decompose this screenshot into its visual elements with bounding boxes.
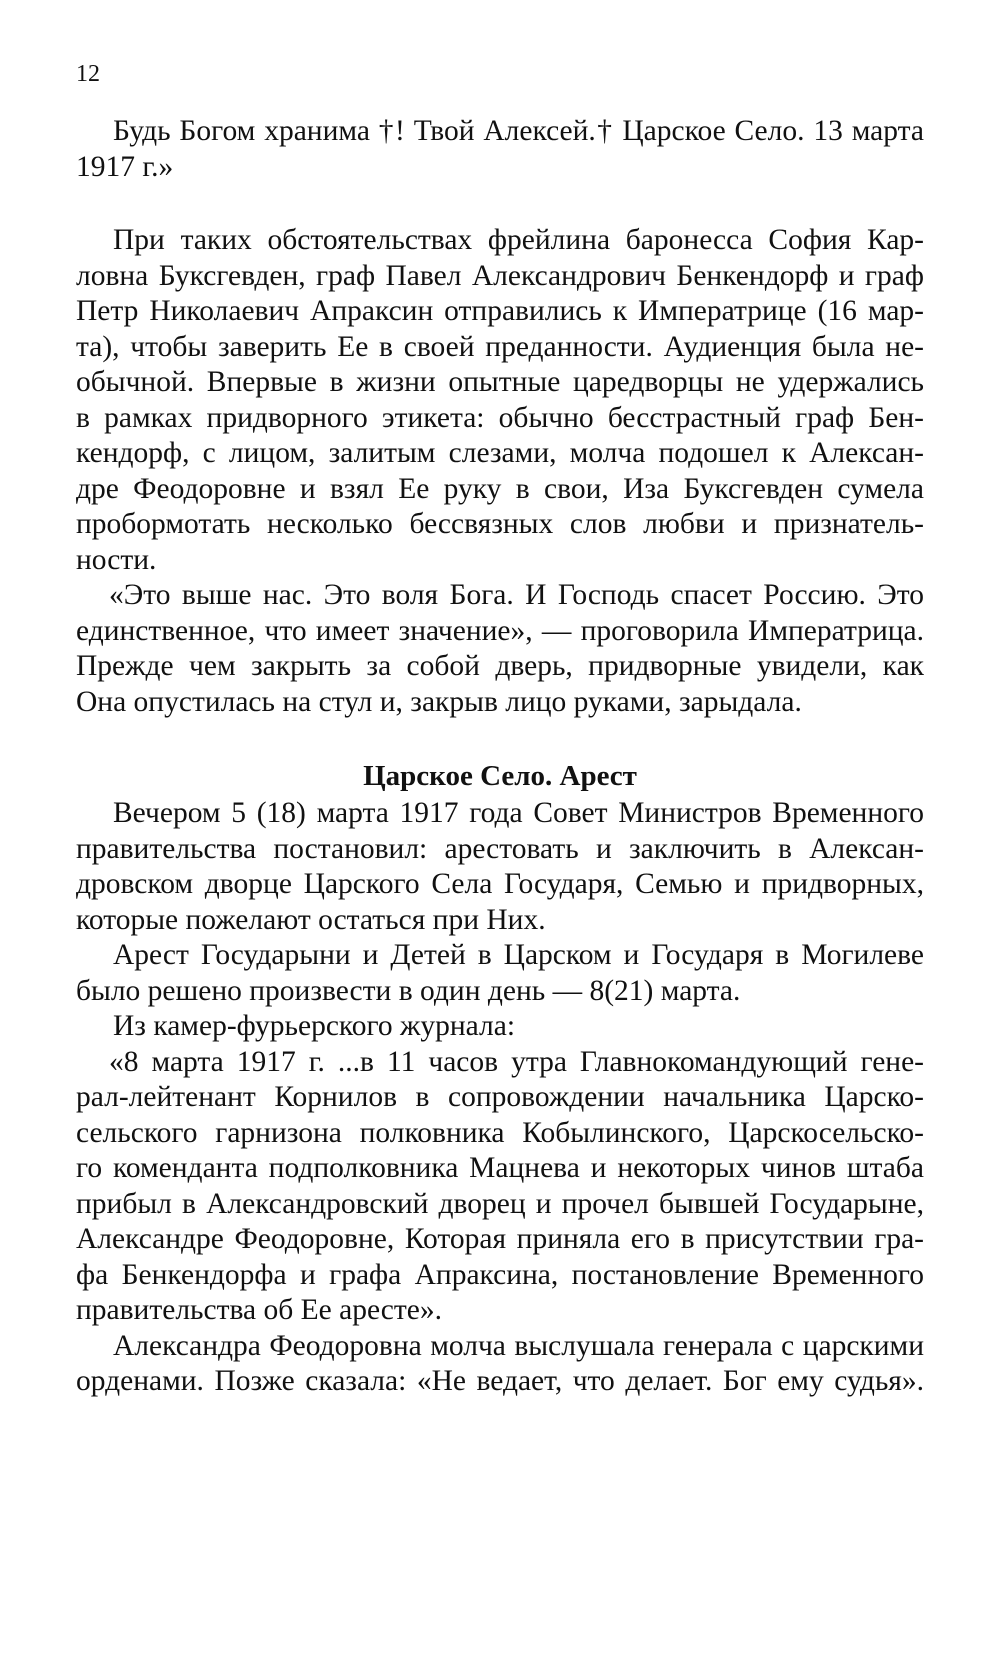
text-line: Александра Феодоровна молча выслушала генерала с царскими [113, 1329, 924, 1362]
text-line: «Это выше нас. Это воля Бога. И Господь спасет Россию. Это [109, 579, 924, 611]
text-line: Петр Николаевич Апраксин отправились к Императрице (16 мар- [76, 295, 924, 327]
text-line: Она опустилась на стул и, закрыв лицо руками, зарыдала. [76, 685, 802, 718]
text-line: обычной. Впервые в жизни опытные царедворцы не удержались [76, 366, 924, 398]
paragraph-empress-quote [76, 578, 924, 720]
text-line: пробормотать несколько бессвязных слов любви и признатель- [76, 508, 924, 540]
text-line: единственное, что имеет значение», — проговорила Императрица. [76, 614, 924, 647]
text-line: дре Феодоровне и взял Ее руку в свои, Иза Буксгевден сумела [76, 472, 924, 505]
text-line: сельского гарнизона полковника Кобылинского, Царскосельско- [76, 1116, 924, 1149]
text-line: Будь Богом хранима †! Твой Алексей.† Царское Село. 13 марта [113, 115, 924, 147]
text-line: орденами. Позже сказала: «Не ведает, что делает. Бог ему судья». [76, 1365, 924, 1397]
paragraph-arrest-date [76, 938, 924, 1009]
text-line: 1917 г.» [76, 150, 174, 183]
paragraph-arrest-decision [76, 796, 924, 938]
paragraph-journal-intro [76, 1009, 924, 1045]
text-line: правительства постановил: арестовать и заключить в Алексан- [76, 832, 924, 865]
text-line: ности. [76, 543, 157, 576]
paragraph-journal-quote [76, 1045, 924, 1329]
text-line: та), чтобы заверить Ее в своей преданности. Аудиенция была не- [76, 330, 924, 363]
text-line: Из камер-фурьерского журнала: [113, 1010, 516, 1042]
text-line: го коменданта подполковника Мацнева и некоторых чинов штаба [76, 1152, 924, 1184]
text-line: ловна Буксгевден, граф Павел Александрович Бенкендорф и граф [76, 259, 924, 292]
text-line: правительства об Ее аресте». [76, 1294, 442, 1326]
book-page [76, 58, 924, 1400]
paragraph-letter-closing [76, 114, 924, 185]
text-line: «8 марта 1917 г. ...в 11 часов утра Главнокомандующий гене- [109, 1045, 924, 1078]
text-line: Вечером 5 (18) марта 1917 года Совет Министров Временного [113, 797, 924, 829]
text-line: фа Бенкендорфа и графа Апраксина, постановление Временного [76, 1258, 924, 1291]
text-line: Александре Феодоровне, Которая приняла его в присутствии гра- [76, 1223, 924, 1255]
text-line: дровском дворце Царского Села Государя, Семью и придворных, [76, 868, 924, 900]
text-line: Арест Государыни и Детей в Царском и Государя в Могилеве [113, 939, 924, 971]
page-number: 12 [76, 61, 100, 87]
text-line: было решено произвести в один день — 8(21) марта. [76, 974, 741, 1007]
text-line: кендорф, с лицом, залитым слезами, молча подошел к Алексан- [76, 437, 924, 469]
text-line: прибыл в Александровский дворец и прочел бывшей Государыне, [76, 1187, 924, 1220]
text-line: рал-лейтенант Корнилов в сопровождении начальника Царско- [76, 1081, 924, 1113]
section-heading: Царское Село. Арест [363, 760, 637, 792]
text-line: При таких обстоятельствах фрейлина баронесса София Кар- [113, 224, 924, 256]
text-line: в рамках придворного этикета: обычно бесстрастный граф Бен- [76, 401, 924, 434]
paragraph-empress-reaction [76, 1329, 924, 1400]
text-line: Прежде чем закрыть за собой дверь, придворные увидели, как [76, 650, 924, 682]
paragraph-audience [76, 223, 924, 578]
text-line: которые пожелают остаться при Них. [76, 903, 546, 936]
